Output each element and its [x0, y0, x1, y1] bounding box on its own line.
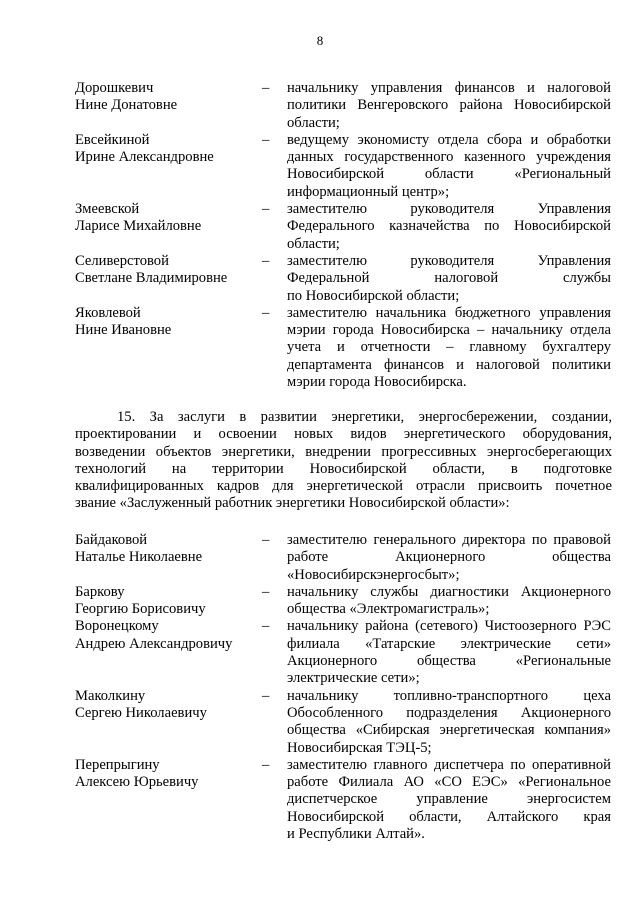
position-line: мэрии города Новосибирска.: [287, 374, 467, 391]
recipient-name: [75, 688, 260, 723]
position-line: заместителю генерального директора по правовой: [287, 532, 611, 548]
recipient-position: [287, 757, 611, 843]
position-line: информационный центр»;: [287, 183, 450, 200]
paragraph-line: квалифицированных кадров для энергетической отрасли присвоить почетное: [75, 478, 612, 495]
recipient-name: [75, 757, 260, 792]
recipient-name: [75, 132, 260, 167]
position-line: заместителю начальника бюджетного управления: [287, 304, 611, 321]
recipient-position: [287, 80, 611, 132]
recipient-position: [287, 132, 611, 201]
recipient-given: Светлане Владимировне: [75, 270, 228, 287]
position-line: мэрии города Новосибирска – начальнику отдела: [287, 322, 611, 339]
position-line: начальнику топливно-транспортного цеха: [287, 687, 611, 704]
position-line: Новосибирская ТЭЦ-5;: [287, 739, 432, 756]
position-line: области;: [287, 114, 340, 131]
position-line: заместителю руководителя Управления: [287, 252, 611, 269]
position-line: области;: [287, 235, 340, 252]
recipient-entry: [75, 584, 615, 619]
paragraph-line: звание «Заслуженный работник энергетики Новосибирской области»:: [75, 495, 510, 512]
position-line: общества «Электромагистраль»;: [287, 601, 490, 618]
recipient-given: Нине Донатовне: [75, 97, 178, 114]
position-line: Новосибирской области, Алтайского края: [287, 808, 611, 825]
recipient-name: [75, 305, 260, 340]
position-line: Федерального казначейства по Новосибирской: [287, 218, 611, 235]
recipient-entry: [75, 757, 615, 843]
position-line: филиала «Татарские электрические сети»: [287, 635, 611, 652]
recipient-given: Георгию Борисовичу: [75, 601, 206, 618]
dash-separator: –: [262, 252, 270, 269]
recipient-surname: Перепрыгину: [75, 756, 160, 773]
recipient-name: [75, 253, 260, 288]
dash-separator: –: [262, 687, 270, 704]
recipient-given: Андрею Александровичу: [75, 635, 233, 652]
recipient-entry: [75, 132, 615, 201]
recipient-surname: Маколкину: [75, 687, 146, 704]
recipient-surname: Евсейкиной: [75, 131, 150, 148]
position-line: учета и отчетности – главному бухгалтеру: [287, 339, 611, 356]
recipient-entry: [75, 253, 615, 305]
recipient-position: [287, 532, 611, 584]
recipient-position: [287, 305, 611, 391]
recipient-entry: [75, 532, 615, 584]
recipient-position: [287, 584, 611, 619]
recipient-entry: [75, 305, 615, 391]
paragraph-15: [75, 409, 612, 513]
position-line: начальнику района (сетевого) Чистоозерного РЭС: [287, 618, 611, 635]
recipient-name: [75, 618, 260, 653]
position-line: общества «Сибирская энергетическая компания»: [287, 722, 611, 739]
recipient-entry: [75, 688, 615, 757]
entries-group-1: [75, 80, 615, 391]
recipient-surname: Селиверстовой: [75, 252, 169, 269]
recipient-given: Наталье Николаевне: [75, 549, 203, 566]
paragraph-line: 15. За заслуги в развитии энергетики, энергосбережении, создании,: [117, 409, 612, 425]
position-line: ведущему экономисту отдела сбора и обработки: [287, 131, 611, 148]
recipient-surname: Воронецкому: [75, 618, 159, 635]
dash-separator: –: [262, 131, 270, 148]
position-line: Обособленного подразделения Акционерного: [287, 704, 611, 721]
position-line: работе Филиала АО «СО ЕЭС» «Региональное: [287, 774, 611, 791]
position-line: данных государственного казенного учреждения: [287, 149, 611, 166]
position-line: Федеральной налоговой службы: [287, 270, 611, 287]
recipient-position: [287, 201, 611, 253]
recipient-given: Ларисе Михайловне: [75, 218, 202, 235]
position-line: заместителю руководителя Управления: [287, 201, 611, 218]
dash-separator: –: [262, 756, 270, 773]
recipient-name: [75, 80, 260, 115]
position-line: работе Акционерного общества: [287, 549, 611, 566]
recipient-position: [287, 688, 611, 757]
position-line: электрические сети»;: [287, 670, 420, 687]
paragraph-line: технологий на территории Новосибирской области, в подготовке: [75, 460, 612, 477]
position-line: по Новосибирской области;: [287, 287, 460, 304]
position-line: «Новосибирскэнергосбыт»;: [287, 566, 460, 583]
paragraph-line: возведении объектов энергетики, внедрении прогрессивных энергосберегающих: [75, 443, 612, 460]
recipient-surname: Байдаковой: [75, 532, 148, 548]
recipient-position: [287, 253, 611, 305]
position-line: диспетчерское управление энергосистем: [287, 791, 611, 808]
recipient-entry: [75, 618, 615, 687]
position-line: начальнику управления финансов и налоговой: [287, 80, 611, 96]
recipient-given: Нине Ивановне: [75, 322, 172, 339]
position-line: департамента финансов и налоговой политики: [287, 356, 611, 373]
recipient-entry: [75, 201, 615, 253]
recipient-name: [75, 532, 260, 567]
recipient-given: Сергею Николаевичу: [75, 704, 207, 721]
dash-separator: –: [262, 80, 270, 96]
dash-separator: –: [262, 583, 270, 600]
dash-separator: –: [262, 304, 270, 321]
recipient-position: [287, 618, 611, 687]
recipient-surname: Яковлевой: [75, 304, 141, 321]
position-line: начальнику службы диагностики Акционерного: [287, 583, 611, 600]
position-line: политики Венгеровского района Новосибирской: [287, 97, 611, 114]
paragraph-line: проектировании и освоении новых видов энергетического оборудования,: [75, 426, 612, 443]
recipient-surname: Дорошкевич: [75, 80, 154, 96]
dash-separator: –: [262, 618, 270, 635]
position-line: заместителю главного диспетчера по оперативной: [287, 756, 611, 773]
dash-separator: –: [262, 532, 270, 548]
recipient-name: [75, 201, 260, 236]
recipient-surname: Змеевской: [75, 201, 140, 218]
recipient-entry: [75, 80, 615, 132]
position-line: Новосибирской области «Региональный: [287, 166, 611, 183]
page-number: 8: [316, 33, 324, 48]
entries-group-2: [75, 532, 615, 843]
recipient-given: Ирине Александровне: [75, 149, 214, 166]
position-line: Акционерного общества «Региональные: [287, 653, 611, 670]
dash-separator: –: [262, 201, 270, 218]
recipient-surname: Баркову: [75, 583, 125, 600]
recipient-name: [75, 584, 260, 619]
recipient-given: Алексею Юрьевичу: [75, 774, 199, 791]
position-line: и Республики Алтай».: [287, 826, 425, 843]
